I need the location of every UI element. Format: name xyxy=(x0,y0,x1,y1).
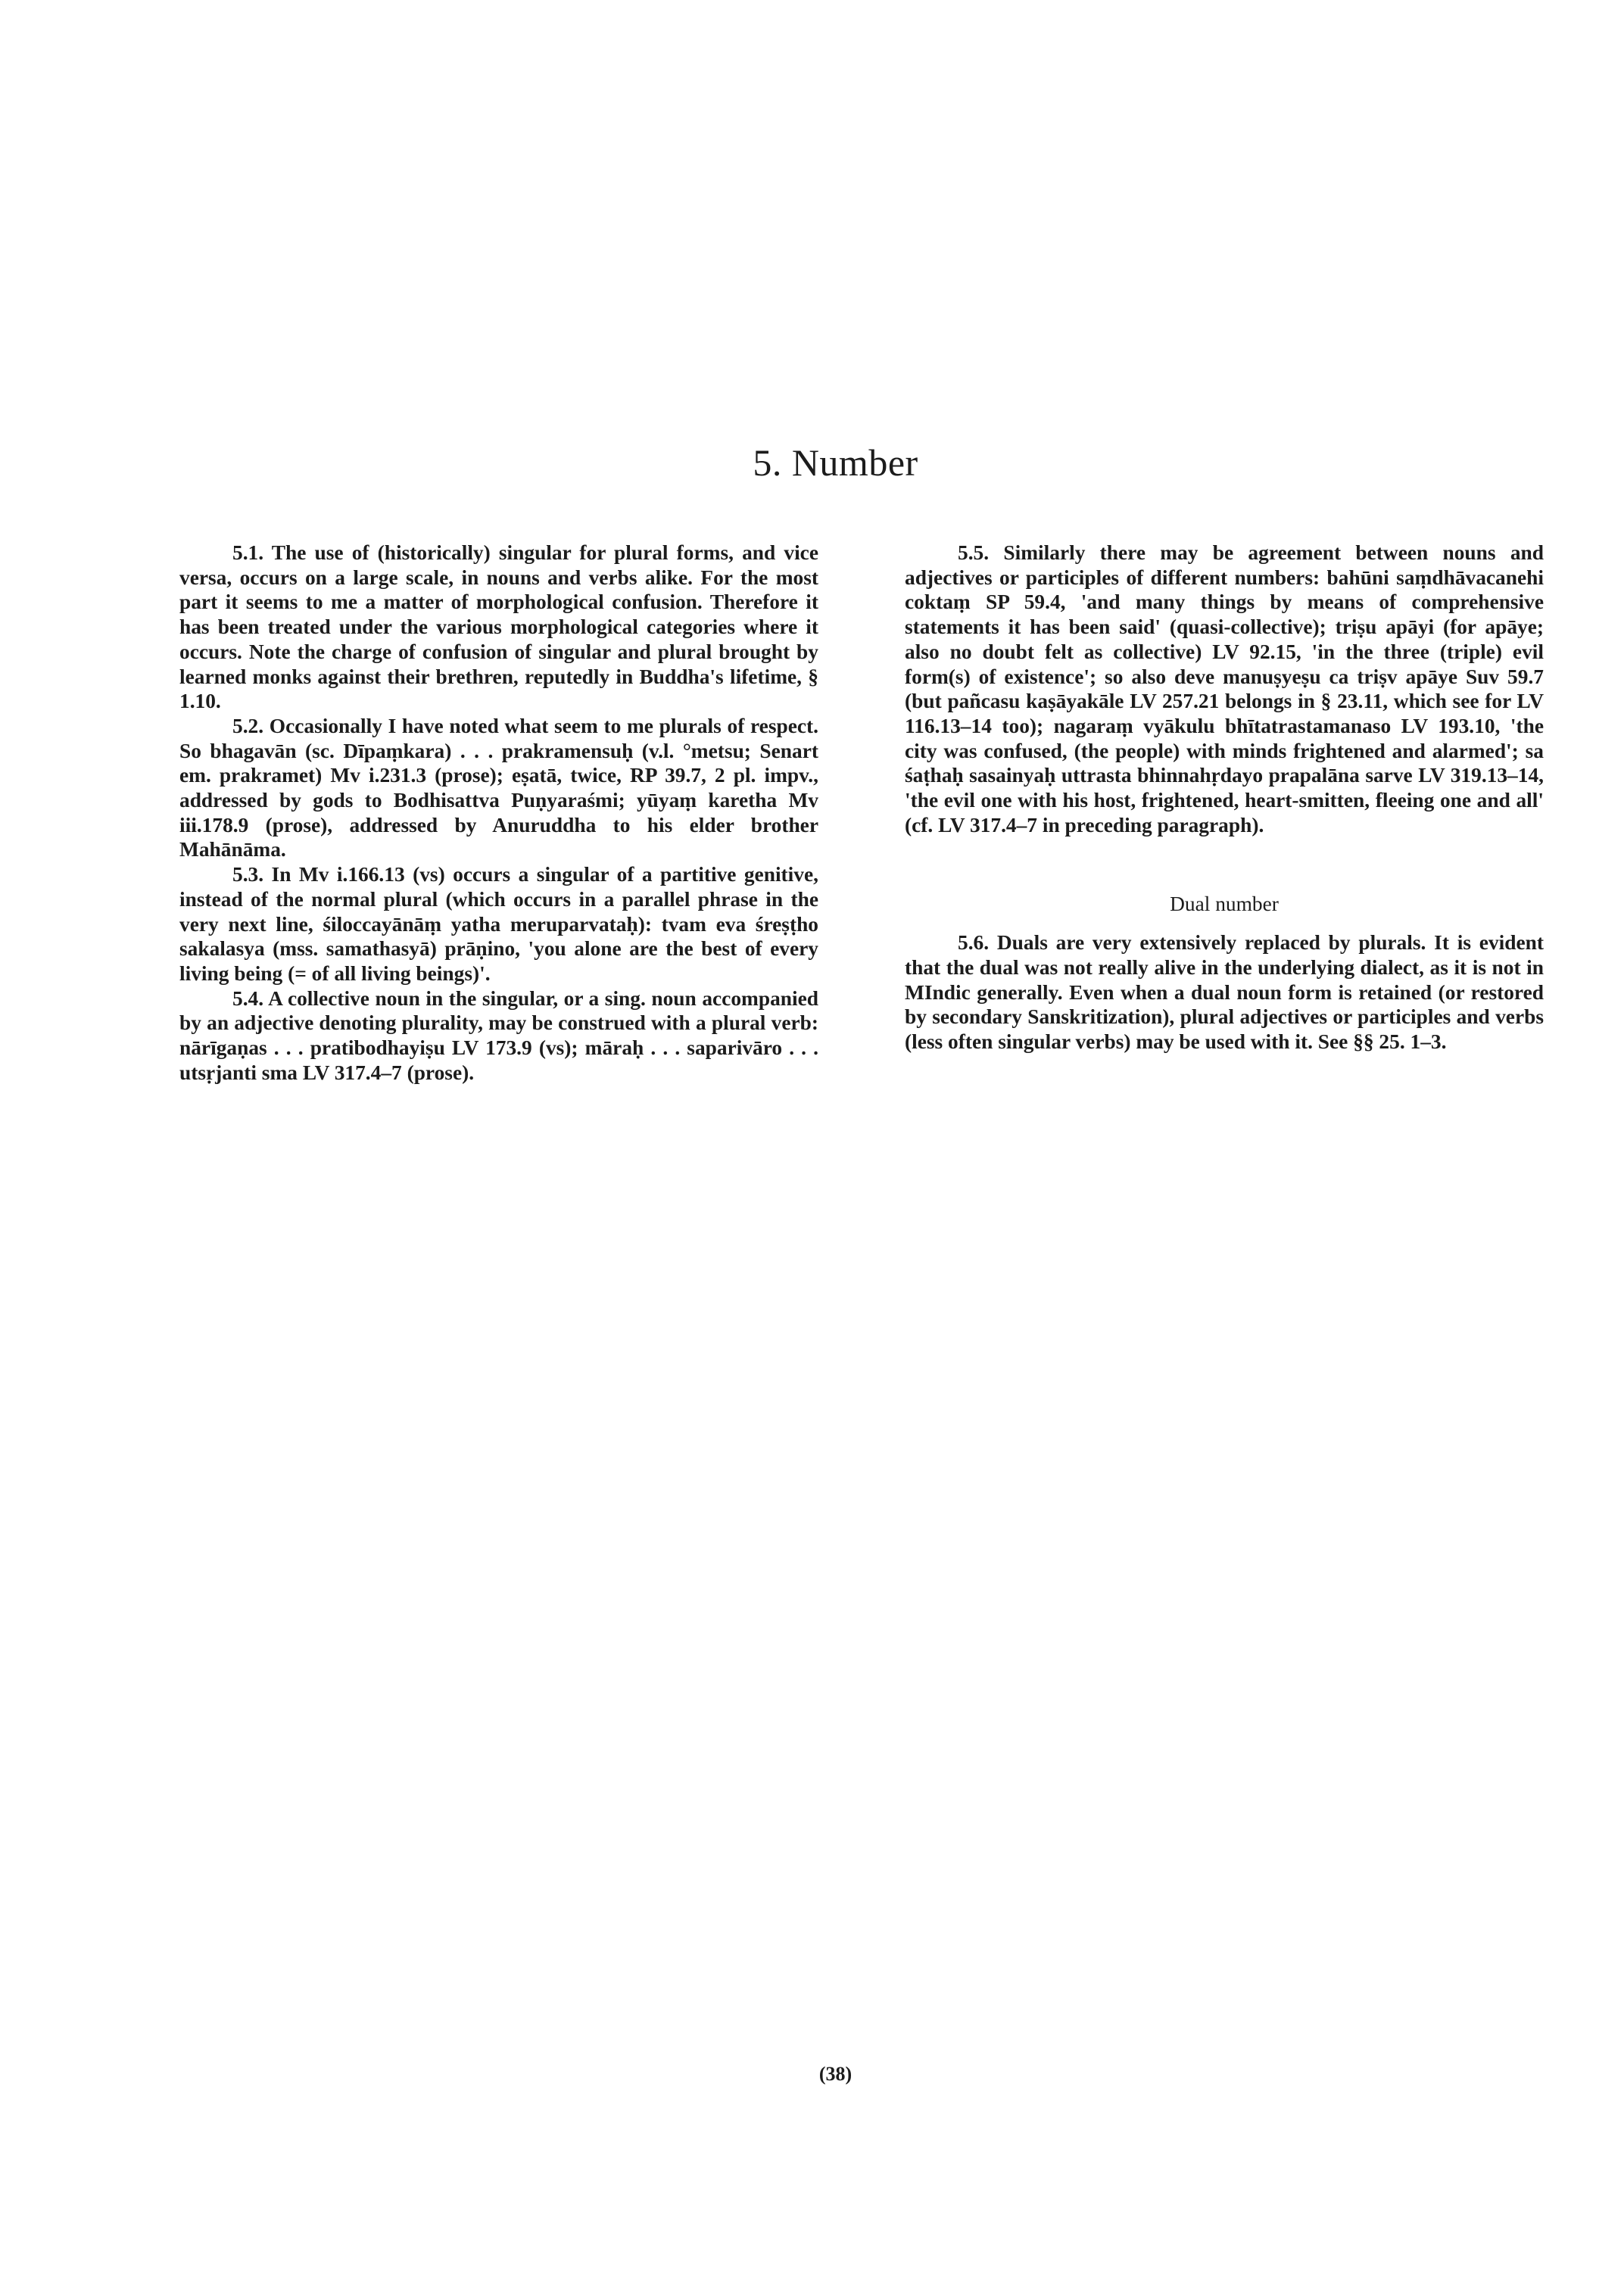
paragraph-text: In Mv i.166.13 (vs) occurs a singular of a partitive genitive, instead of the normal plural (which occurs in a parallel phrase in the very next line, śiloccayānāṃ yatha meruparvataḥ): tvam eva śreṣṭho sakalasya (mss. samathasyā) prāṇino, 'you alone are the best of every living being (= of all living beings)'. xyxy=(179,863,818,985)
paragraph-text: Similarly there may be agreement between nouns and adjectives or participles of different numbers: bahūni saṃdhāvacanehi coktaṃ SP 59.4, 'and many things by means of comprehensive statements it has been said' (quasi-collective); triṣu apāyi (for apāye; also no doubt felt as collective) LV 92.15, 'in the three (triple) evil form(s) of existence'; so also deve manuṣyeṣu ca triṣv apāye Suv 59.7 (but pañcasu kaṣāyakāle LV 257.21 belongs in § 23.11, which see for LV 116.13–14 too); nagaraṃ vyākulu bhītatrastamanaso LV 193.10, 'the city was confused, (the people) with minds frightened and alarmed'; sa śaṭhaḥ sasainyaḥ uttrasta bhinnahṛdayo prapalāna sarve LV 319.13–14, 'the evil one with his host, frightened, heart-smitten, fleeing one and all' (cf. LV 317.4–7 in preceding paragraph). xyxy=(905,541,1544,837)
section-number: 5.2. xyxy=(232,714,264,737)
subheading-dual-number: Dual number xyxy=(1170,893,1279,916)
paragraph-text: Occasionally I have noted what seem to me plurals of respect. So bhagavān (sc. Dīpaṃkara) . . . prakramensuḥ (v.l. °metsu; Senart em. prakramet) Mv i.231.3 (prose); eṣatā, twice, RP 39.7, 2 pl. impv., addressed by gods to Bodhisattva Puṇyaraśmi; yūyaṃ karetha Mv iii.178.9 (prose), addressed by Anuruddha to his elder brother Mahānāma. xyxy=(179,714,818,861)
section-number: 5.5. xyxy=(958,541,990,564)
section-number: 5.1. xyxy=(232,541,264,564)
paragraph-text: A collective noun in the singular, or a sing. noun accompanied by an adjective denoting plurality, may be construed with a plural verb: nārīgaṇas . . . pratibodhayiṣu LV 173.9 (vs); māraḥ . . . saparivāro . . . utsṛjanti sma LV 317.4–7 (prose). xyxy=(179,986,819,1084)
paragraph-text: Duals are very extensively replaced by plurals. It is evident that the dual was not really alive in the underlying dialect, as it is not in MIndic generally. Even when a dual noun form is retained (or restored by secondary Sanskritization), plural adjectives or participles and verbs (less often singular verbs) may be used with it. See §§ 25. 1–3. xyxy=(905,931,1544,1053)
paragraph-5-5 xyxy=(905,541,1544,837)
right-column xyxy=(905,541,1544,1055)
paragraph-5-3 xyxy=(179,862,818,986)
page-number: (38) xyxy=(818,2063,853,2085)
chapter-title: 5. Number xyxy=(753,441,918,484)
paragraph-5-6 xyxy=(905,930,1544,1055)
section-number: 5.4. xyxy=(232,986,264,1010)
left-column xyxy=(179,541,818,1085)
paragraph-5-1 xyxy=(179,541,818,714)
section-number: 5.6. xyxy=(958,931,990,955)
paragraph-text: The use of (historically) singular for plural forms, and vice versa, occurs on a large scale, in nouns and verbs alike. For the most part it seems to me a matter of morphological confusion. Therefore it has been treated under the various morphological categories where it occurs. Note the charge of confusion of singular and plural brought by learned monks against their brethren, reputedly in Buddha's lifetime, § 1.10. xyxy=(179,541,819,713)
paragraph-5-4 xyxy=(179,986,818,1086)
section-number: 5.3. xyxy=(232,863,264,886)
paragraph-5-2 xyxy=(179,714,818,862)
